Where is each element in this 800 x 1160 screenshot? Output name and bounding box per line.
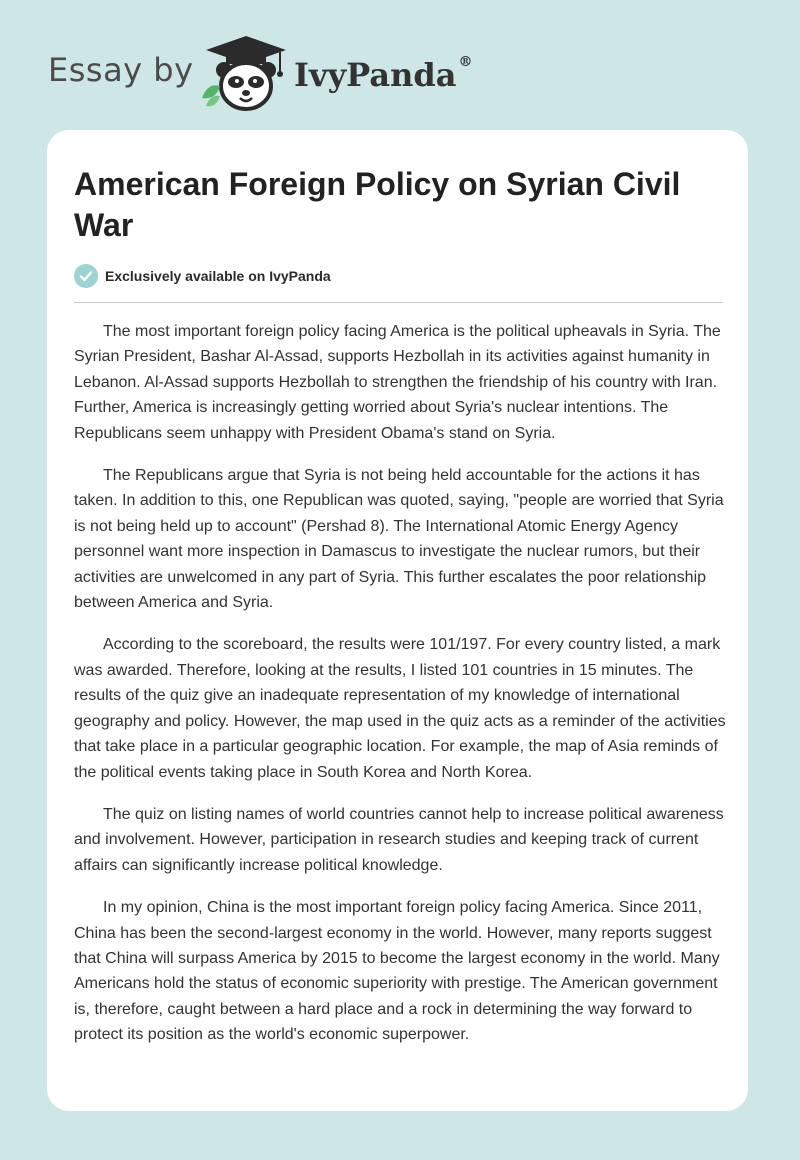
title-divider bbox=[74, 302, 723, 303]
paragraph: The Republicans argue that Syria is not being held accountable for the actions it has taken. In addition to this, one Republican was quoted, saying, "people are worried that Syria is not being held up to account" (Pershad 8). The International Atomic Energy Agency personnel want more inspection in Damascus to investigate the nuclear rumors, but their activities are unwelcomed in any part of Syria. This further escalates the poor relationship between America and Syria. bbox=[74, 467, 724, 612]
article-card bbox=[47, 130, 748, 1111]
article-body bbox=[74, 319, 726, 1065]
registered-mark: ® bbox=[458, 54, 473, 70]
paragraph: The most important foreign policy facing America is the political upheavals in Syria. The Syrian President, Bashar Al-Assad, supports Hezbollah in its activities against humanity in Lebanon. Al-Assad supports Hezbollah to strengthen the friendship of his country with Iran. Further, America is increasingly getting worried about Syria's nuclear intentions. The Republicans seem unhappy with President Obama's stand on Syria. bbox=[74, 323, 721, 442]
article-title: American Foreign Policy on Syrian Civil War bbox=[74, 166, 681, 243]
paragraph: According to the scoreboard, the results were 101/197. For every country listed, a mark was awarded. Therefore, looking at the results, I listed 101 countries in 15 minutes. The results of the quiz give an inadequate representation of my knowledge of international geography and policy. However, the map used in the quiz acts as a reminder of the activities that take place in a particular geographic location. For example, the map of Asia reminds of the political events taking place in South Korea and North Korea. bbox=[74, 636, 726, 781]
brand-name[interactable]: IvyPanda ® bbox=[294, 54, 473, 94]
paragraph: The quiz on listing names of world countries cannot help to increase political awareness and involvement. However, participation in research studies and keeping track of current affairs can significantly increase political knowledge. bbox=[74, 805, 724, 874]
paragraph: In my opinion, China is the most important foreign policy facing America. Since 2011, China has been the second-largest economy in the world. However, many reports suggest that China will surpass America by 2015 to become the largest economy in the world. Many Americans hold the status of economic superiority with prestige. The American government is, therefore, caught between a hard place and a rock in determining the way forward to protect its position as the world's economic superpower. bbox=[74, 899, 720, 1044]
check-circle-icon bbox=[74, 264, 98, 288]
site-header bbox=[48, 34, 548, 114]
essay-by-label: Essay by bbox=[48, 51, 194, 89]
panda-logo-icon[interactable] bbox=[200, 34, 292, 112]
exclusive-badge bbox=[74, 263, 331, 289]
exclusive-badge-label: Exclusively available on IvyPanda bbox=[105, 268, 331, 284]
